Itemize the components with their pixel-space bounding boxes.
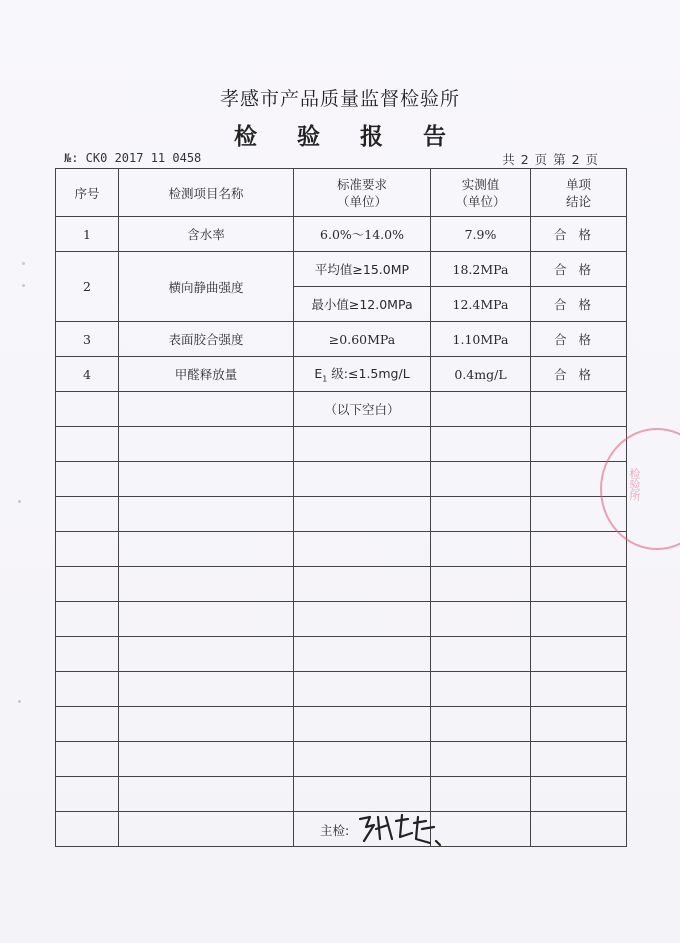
cell-measured: 18.2MPa	[431, 252, 531, 287]
table-header-row	[56, 169, 627, 217]
page-count: 共 2 页 第 2 页	[502, 152, 598, 167]
blank-row	[56, 532, 627, 567]
inspector-label: 主检:	[320, 823, 350, 838]
table-row	[56, 392, 627, 427]
blank-row	[56, 672, 627, 707]
blank-row	[56, 427, 627, 462]
cell-result: 合格	[531, 287, 627, 322]
cell-item: 含水率	[119, 217, 294, 252]
cell-measured: 0.4mg/L	[431, 357, 531, 392]
blank-row	[56, 707, 627, 742]
cell-result: 合格	[531, 252, 627, 287]
binding-hole	[18, 500, 21, 503]
end-note: （以下空白）	[294, 392, 431, 427]
cell-standard: $E_1$ 级:≤1.5mg/L	[294, 357, 431, 392]
cell-item: 横向静曲强度	[119, 252, 294, 322]
cell-no: 3	[56, 322, 119, 357]
col-header-measured: 实测值 （单位）	[431, 169, 531, 217]
cell-standard: ≥0.60MPa	[294, 322, 431, 357]
binding-hole	[18, 700, 21, 703]
col-header-result: 单项 结论	[531, 169, 627, 217]
blank-row	[56, 777, 627, 812]
table-row	[56, 357, 627, 392]
table-row	[56, 322, 627, 357]
col-header-item: 检测项目名称	[119, 169, 294, 217]
cell-no: 4	[56, 357, 119, 392]
cell-result: 合格	[531, 322, 627, 357]
cell-item: 甲醛释放量	[119, 357, 294, 392]
binding-hole	[22, 284, 25, 287]
blank-row	[56, 567, 627, 602]
cell-no: 1	[56, 217, 119, 252]
report-title: 检 验 报 告	[233, 124, 463, 150]
organization-name: 孝感市产品质量监督检验所	[219, 88, 460, 110]
blank-row	[56, 637, 627, 672]
col-header-standard: 标准要求 （单位）	[294, 169, 431, 217]
cell-item: 表面胶合强度	[119, 322, 294, 357]
table-row	[56, 252, 627, 287]
cell-no: 2	[56, 252, 119, 322]
cell-standard: 6.0%～14.0%	[294, 217, 431, 252]
col-header-no: 序号	[56, 169, 119, 217]
report-number: №: CK0 2017 11 0458	[64, 151, 202, 165]
inspection-table	[55, 168, 627, 847]
cell-measured: 1.10MPa	[431, 322, 531, 357]
table-row	[56, 217, 627, 252]
blank-row	[56, 462, 627, 497]
blank-row	[56, 602, 627, 637]
blank-row	[56, 742, 627, 777]
cell-measured: 12.4MPa	[431, 287, 531, 322]
binding-hole	[22, 262, 25, 265]
cell-standard: 平均值≥15.0MP	[294, 252, 431, 287]
cell-result: 合格	[531, 217, 627, 252]
blank-row	[56, 497, 627, 532]
cell-standard: 最小值≥12.0MPa	[294, 287, 431, 322]
inspector-signature	[356, 811, 446, 847]
cell-result: 合格	[531, 357, 627, 392]
seal-text: 检验所	[628, 468, 641, 501]
cell-measured: 7.9%	[431, 217, 531, 252]
